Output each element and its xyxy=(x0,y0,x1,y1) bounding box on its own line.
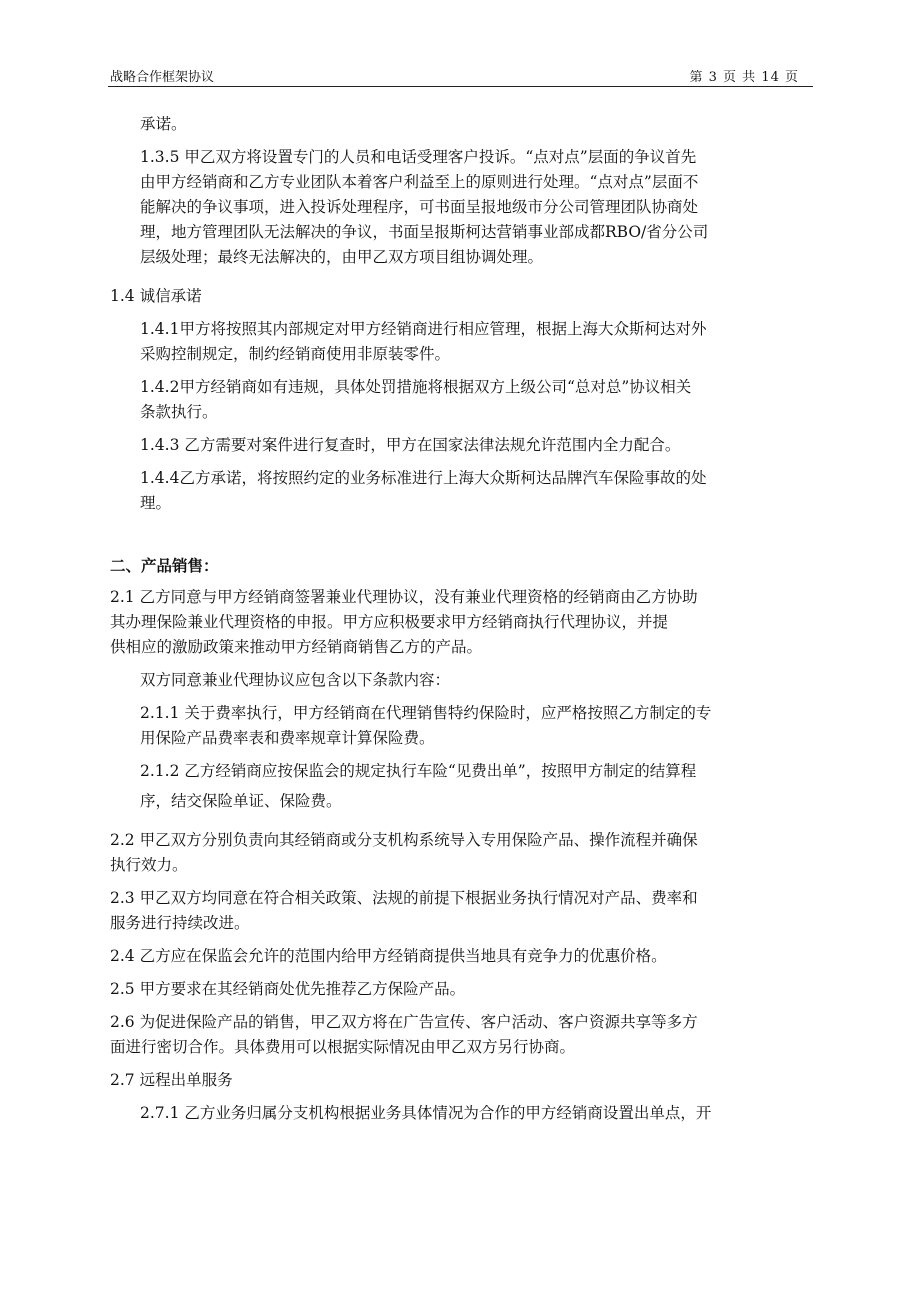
section-heading-1-4: 1.4 诚信承诺 xyxy=(110,287,202,305)
paragraph: 1.4.1甲方将按照其内部规定对甲方经销商进行相应管理，根据上海大众斯柯达对外 采购控制规定，制约经销商使用非原装零件。 xyxy=(140,320,707,363)
paragraph: 2.6 为促进保险产品的销售，甲乙双方将在广告宣传、客户活动、客户资源共享等多方 面进行密切合作。具体费用可以根据实际情况由甲乙双方另行协商。 xyxy=(110,1013,698,1056)
section-heading-2: 二、产品销售： xyxy=(110,556,219,575)
paragraph: 1.4.4乙方承诺，将按照约定的业务标准进行上海大众斯柯达品牌汽车保险事故的处 理。 xyxy=(140,469,707,512)
paragraph: 2.7.1 乙方业务归属分支机构根据业务具体情况为合作的甲方经销商设置出单点，开 xyxy=(140,1104,712,1122)
paragraph: 2.1.2 乙方经销商应按保监会的规定执行车险“见费出单”，按照甲方制定的结算程 序，结交保险单证、保险费。 xyxy=(140,762,697,810)
paragraph: 2.1.1 关于费率执行，甲方经销商在代理销售特约保险时，应严格按照乙方制定的专 用保险产品费率表和费率规章计算保险费。 xyxy=(140,704,712,747)
paragraph: 1.4.2甲方经销商如有违规，具体处罚措施将根据双方上级公司“总对总”协议相关 条款执行。 xyxy=(140,378,692,421)
document-title: 战略合作框架协议 xyxy=(110,70,215,85)
paragraph: 2.4 乙方应在保监会允许的范围内给甲方经销商提供当地具有竞争力的优惠价格。 xyxy=(110,947,667,965)
document-body xyxy=(0,112,920,1126)
page-header xyxy=(108,64,813,87)
paragraph: 1.3.5 甲乙双方将设置专门的人员和电话受理客户投诉。“点对点”层面的争议首先 由甲方经销商和乙方专业团队本着客户利益至上的原则进行处理。“点对点”层面不 能解决的争议事项，进入投诉处理程序，可书面呈报地级市分公司管理团队协商处 理，地方管理团队无法解决的争议，书面呈报斯柯达营销事业部成都RBO/省分公司 层级处理；最终无法解决的，由甲乙双方项目组协调处理。 xyxy=(140,148,709,266)
paragraph: 2.2 甲乙双方分别负责向其经销商或分支机构系统导入专用保险产品、操作流程并确保 执行效力。 xyxy=(110,831,698,874)
paragraph: 双方同意兼业代理协议应包含以下条款内容： xyxy=(140,671,451,689)
paragraph: 2.7 远程出单服务 xyxy=(110,1071,233,1089)
paragraph: 1.4.3 乙方需要对案件进行复查时，甲方在国家法律法规允许范围内全力配合。 xyxy=(140,436,681,454)
paragraph: 2.1 乙方同意与甲方经销商签署兼业代理协议，没有兼业代理资格的经销商由乙方协助 其办理保险兼业代理资格的申报。甲方应积极要求甲方经销商执行代理协议，并提 供相应的激励政策来推动甲方经销商销售乙方的产品。 xyxy=(110,588,698,656)
page-number: 第 3 页 共 14 页 xyxy=(689,70,799,85)
paragraph: 2.3 甲乙双方均同意在符合相关政策、法规的前提下根据业务执行情况对产品、费率和 服务进行持续改进。 xyxy=(110,889,698,932)
paragraph: 2.5 甲方要求在其经销商处优先推荐乙方保险产品。 xyxy=(110,980,466,998)
paragraph: 承诺。 xyxy=(140,115,187,133)
